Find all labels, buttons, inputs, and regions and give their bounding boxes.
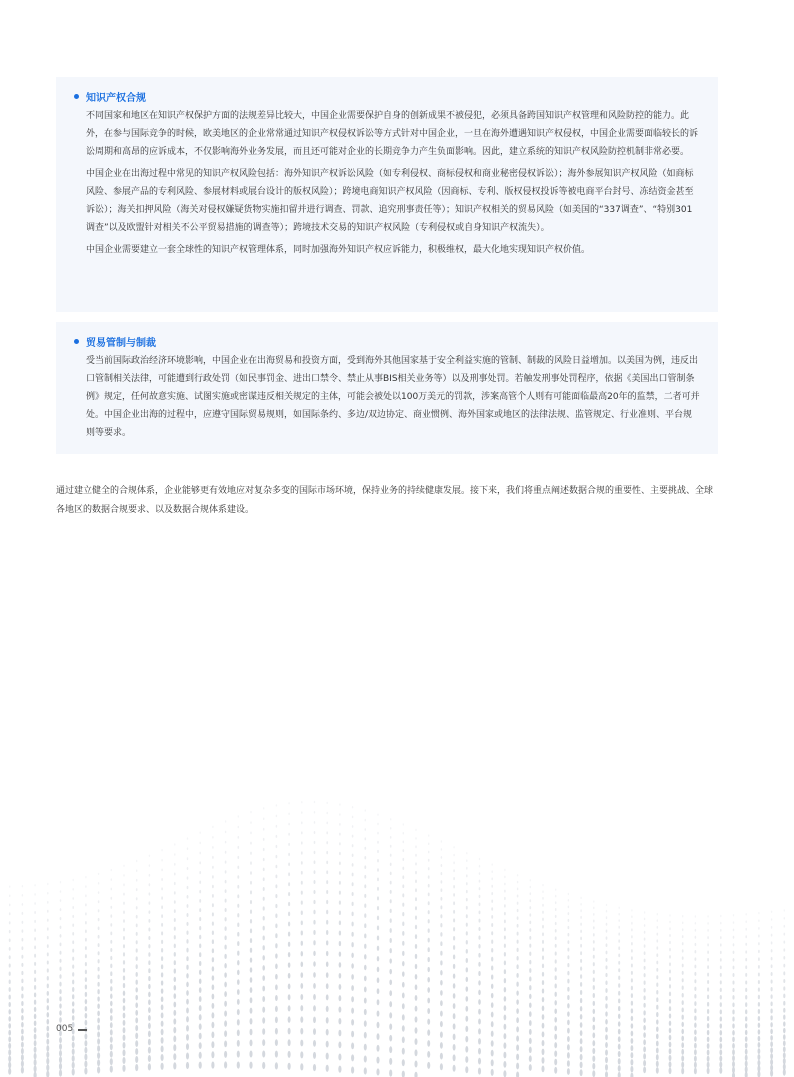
closing-paragraph: 通过建立健全的合规体系，企业能够更有效地应对复杂多变的国际市场环境，保持业务的持续健康发展。接下来，我们将重点阐述数据合规的重要性、主要挑战、全球各地区的数据合规要求、以及数据合规体系建设。 [56, 486, 714, 515]
section-card-ip-compliance [56, 77, 718, 312]
page-number: 005 [56, 1024, 74, 1034]
section-title-text: 贸易管制与制裁 [86, 337, 156, 349]
section-title [74, 334, 700, 348]
dotted-wave-decoration [0, 760, 794, 1077]
section-card-trade-control [56, 322, 718, 454]
bullet-dot-icon [74, 94, 79, 99]
paragraph: 中国企业在出海过程中常见的知识产权风险包括：海外知识产权诉讼风险（如专利侵权、商标侵权和商业秘密侵权诉讼）；海外参展知识产权风险（如商标风险、参展产品的专利风险、参展材料或展台设计的版权风险）；跨境电商知识产权风险（因商标、专利、版权侵权投诉等被电商平台封号、冻结资金甚至诉讼）；海关扣押风险（海关对侵权嫌疑货物实施扣留并进行调查、罚款、追究刑事责任等）；知识产权相关的贸易风险（如美国的“337调查”、“特别301调查”以及欧盟针对相关不公平贸易措施的调查等）；跨境技术交易的知识产权风险（专利侵权或自身知识产权流失）。 [86, 169, 694, 233]
paragraph: 不同国家和地区在知识产权保护方面的法规差异比较大，中国企业需要保护自身的创新成果不被侵犯，必须具备跨国知识产权管理和风险防控的能力。此外，在参与国际竞争的时候，欧美地区的企业常常通过知识产权侵权诉讼等方式针对中国企业，一旦在海外遭遇知识产权侵权，中国企业需要面临较长的诉讼周期和高昂的应诉成本，不仅影响海外业务发展，而且还可能对企业的长期竞争力产生负面影响。因此，建立系统的知识产权风险防控机制非常必要。 [86, 111, 699, 157]
bullet-dot-icon [74, 339, 79, 344]
paragraph: 受当前国际政治经济环境影响，中国企业在出海贸易和投资方面，受到海外其他国家基于安全利益实施的管制、制裁的风险日益增加。以美国为例，违反出口管制相关法律，可能遭到行政处罚（如民事罚金、进出口禁令、禁止从事BIS相关业务等）以及刑事处罚。若触发刑事处罚程序，依据《美国出口管制条例》规定，任何故意实施、试图实施或密谋违反相关规定的主体，可能会被处以100万美元的罚款，涉案高管个人则有可能面临最高20年的监禁，二者可并处。中国企业出海的过程中，应遵守国际贸易规则，如国际条约、多边/双边协定、商业惯例、海外国家或地区的法律法规、监管规定、行业准则、平台规则等要求。 [86, 356, 700, 438]
paragraph: 中国企业需要建立一套全球性的知识产权管理体系，同时加强海外知识产权应诉能力，积极维权，最大化地实现知识产权价值。 [86, 245, 591, 255]
section-title-text: 知识产权合规 [86, 92, 146, 104]
section-title [74, 89, 700, 103]
page-number-dash [78, 1029, 87, 1031]
